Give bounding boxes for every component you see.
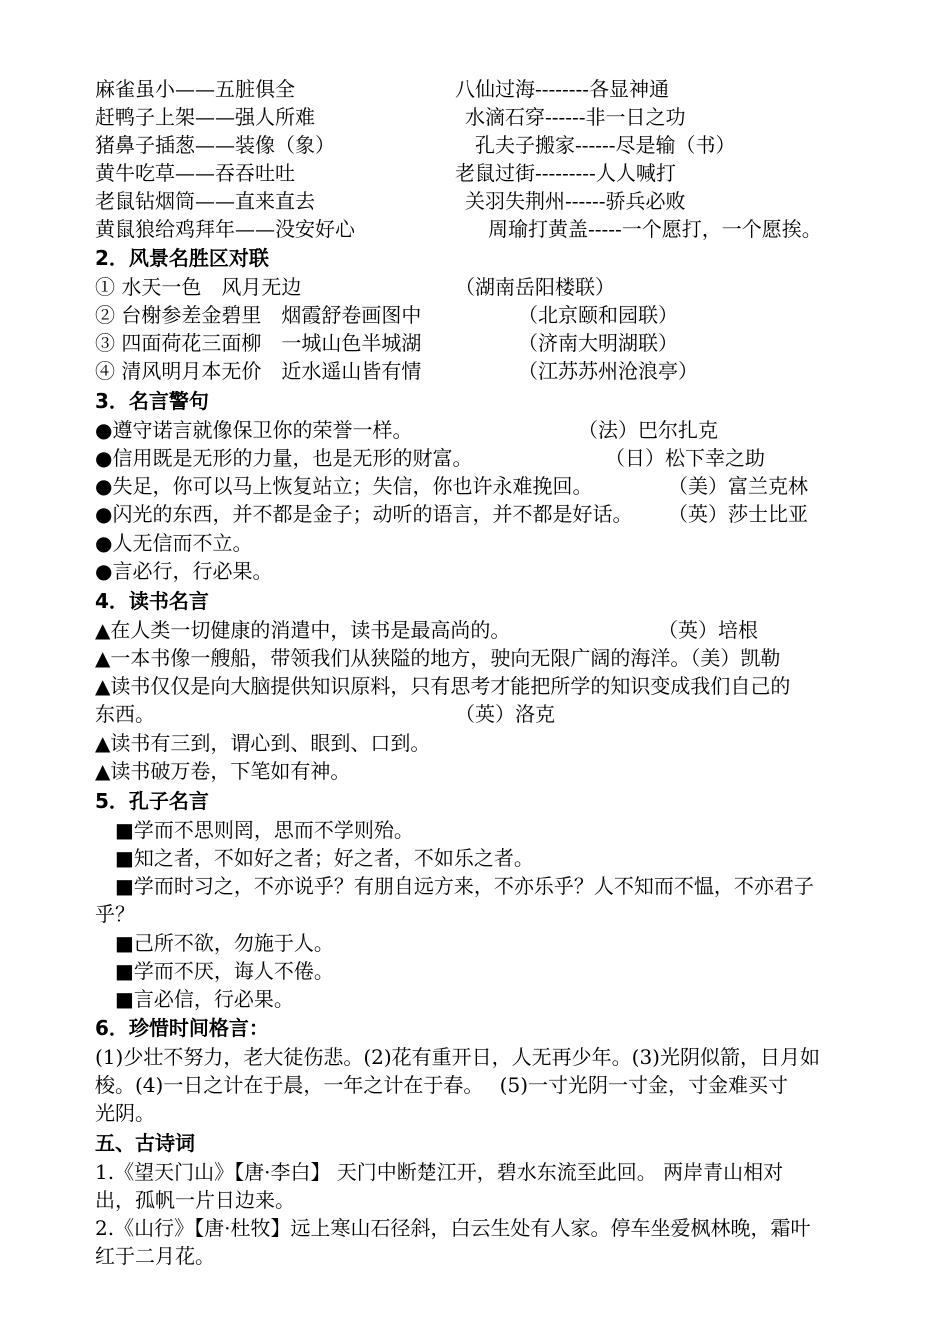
- section-heading: 6．珍惜时间格言：: [95, 1016, 269, 1040]
- couplet-source: （江苏苏州沧浪亭）: [518, 359, 698, 383]
- quote-text: ●遵守诺言就像保卫你的荣誉一样。: [95, 418, 413, 442]
- time-motto: (1)少壮不努力，老大徒伤悲。(2)花有重开日，人无再少年。(3)光阴似箭，日月如: [95, 1045, 820, 1069]
- confucius-quote: ■学而不厌，诲人不倦。: [115, 959, 334, 983]
- idiom-left: 赶鸭子上架——强人所难: [95, 105, 315, 129]
- couplet-text: ③ 四面荷花三面柳 一城山色半城湖: [95, 331, 422, 355]
- time-motto: 光阴。: [95, 1101, 155, 1125]
- couplet-text: ② 台榭参差金碧里 烟霞舒卷画图中: [95, 303, 422, 327]
- confucius-quote: ■知之者，不如好之者；好之者，不如乐之者。: [115, 846, 534, 870]
- couplet-source: （湖南岳阳楼联）: [455, 275, 615, 299]
- couplet-text: ① 水天一色 风月无边: [95, 275, 302, 299]
- confucius-quote: ■言必信，行必果。: [115, 987, 294, 1011]
- reading-quote: 东西。: [95, 702, 155, 726]
- couplet-text: ④ 清风明月本无价 近水遥山皆有情: [95, 359, 422, 383]
- idiom-right: 关羽失荆州------骄兵必败: [465, 189, 686, 213]
- section-heading: 2．风景名胜区对联: [95, 246, 269, 270]
- poem-line: 红于二月花。: [95, 1244, 215, 1268]
- idiom-left: 麻雀虽小——五脏俱全: [95, 77, 295, 101]
- poem-line: 1.《望天门山》【唐·李白】 天门中断楚江开，碧水东流至此回。 两岸青山相对: [95, 1160, 784, 1184]
- reading-quote: ▲读书仅仅是向大脑提供知识原料，只有思考才能把所学的知识变成我们自己的: [95, 674, 791, 698]
- quote-author: （英）培根: [658, 618, 758, 642]
- idiom-right: 八仙过海--------各显神通: [455, 77, 670, 101]
- quote-author: （美）富兰克林: [668, 474, 808, 498]
- section-heading: 5．孔子名言: [95, 789, 209, 813]
- confucius-quote: ■学而不思则罔，思而不学则殆。: [115, 818, 414, 842]
- idiom-right: 水滴石穿------非一日之功: [465, 105, 686, 129]
- idiom-right: 孔夫子搬家------尽是输（书）: [475, 133, 736, 157]
- quote-author: （英）莎士比亚: [668, 502, 808, 526]
- idiom-left: 猪鼻子插葱——装像（象）: [95, 133, 335, 157]
- idiom-left: 黄牛吃草——吞吞吐吐: [95, 161, 295, 185]
- poem-line: 出，孤帆一片日边来。: [95, 1188, 295, 1212]
- idiom-left: 老鼠钻烟筒——直来直去: [95, 189, 315, 213]
- confucius-quote: ■学而时习之，不亦说乎？有朋自远方来，不亦乐乎？人不知而不愠，不亦君子: [115, 874, 814, 898]
- quote-text: ●失足，你可以马上恢复站立；失信，你也许永难挽回。: [95, 474, 593, 498]
- quote-text: ●人无信而不立。: [95, 531, 253, 555]
- idiom-right: 老鼠过街---------人人喊打: [455, 161, 676, 185]
- quote-author: （日）松下幸之助: [605, 446, 765, 470]
- section-heading: 4．读书名言: [95, 589, 209, 613]
- confucius-quote: 乎？: [95, 902, 135, 926]
- quote-author: （英）洛克: [455, 702, 555, 726]
- confucius-quote: ■己所不欲，勿施于人。: [115, 931, 334, 955]
- idiom-right: 周瑜打黄盖-----一个愿打，一个愿挨。: [488, 217, 822, 241]
- reading-quote: ▲在人类一切健康的消遣中，读书是最高尚的。: [95, 618, 511, 642]
- quote-text: ●闪光的东西，并不都是金子；动听的语言，并不都是好话。: [95, 502, 633, 526]
- quote-text: ●言必行，行必果。: [95, 559, 273, 583]
- quote-text: ●信用既是无形的力量，也是无形的财富。: [95, 446, 473, 470]
- couplet-source: （济南大明湖联）: [518, 331, 678, 355]
- idiom-left: 黄鼠狼给鸡拜年——没安好心: [95, 217, 355, 241]
- reading-quote: ▲一本书像一艘船，带领我们从狭隘的地方，驶向无限广阔的海洋。（美）凯勒: [95, 646, 781, 670]
- section-heading: 3．名言警句: [95, 389, 209, 413]
- quote-author: （法）巴尔扎克: [578, 418, 718, 442]
- time-motto: 梭。(4)一日之计在于晨，一年之计在于春。 (5)一寸光阴一寸金，寸金难买寸: [95, 1073, 789, 1097]
- poem-line: 2.《山行》【唐·杜牧】远上寒山石径斜，白云生处有人家。停车坐爱枫林晚，霜叶: [95, 1216, 811, 1240]
- section-heading: 五、古诗词: [95, 1131, 195, 1155]
- couplet-source: （北京颐和园联）: [518, 303, 678, 327]
- reading-quote: ▲读书有三到，谓心到、眼到、口到。: [95, 731, 431, 755]
- reading-quote: ▲读书破万卷，下笔如有神。: [95, 759, 351, 783]
